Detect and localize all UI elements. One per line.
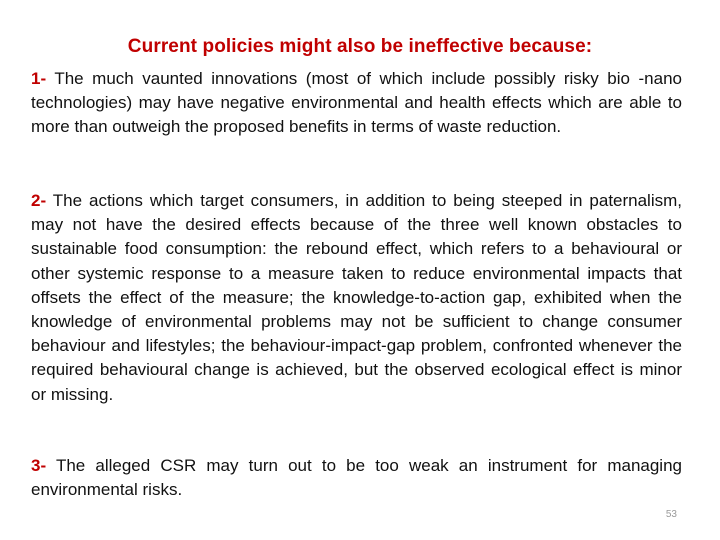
- page-number: 53: [665, 509, 677, 520]
- point-2: [31, 189, 682, 407]
- point-3-text: The alleged CSR may turn out to be too weak an instrument for managing environmental risks.: [31, 456, 682, 500]
- point-3: [31, 454, 682, 502]
- point-1-number: 1-: [31, 69, 47, 88]
- point-2-number: 2-: [31, 191, 47, 210]
- point-1-text: The much vaunted innovations (most of which include possibly risky bio -nano technologies) may have negative environmental and health effects which are able to more than outweigh the proposed benefits in terms of waste reduction.: [31, 69, 682, 137]
- point-2-text: The actions which target consumers, in addition to being steeped in paternalism, may not have the desired effects because of the three well known obstacles to sustainable food consumption: the rebound effect, which refers to a behavioural or other systemic response to a measure taken to reduce environmental impacts that offsets the effect of the measure; the knowledge-to-action gap, exhibited when the knowledge of environmental problems may not be sufficient to change consumer behaviour and lifestyles; the behaviour-impact-gap problem, confronted whenever the required behavioural change is achieved, but the observed ecological effect is minor or missing.: [31, 191, 682, 404]
- point-1: [31, 67, 682, 140]
- slide-title: Current policies might also be ineffective because:: [127, 36, 593, 57]
- point-3-number: 3-: [31, 456, 47, 475]
